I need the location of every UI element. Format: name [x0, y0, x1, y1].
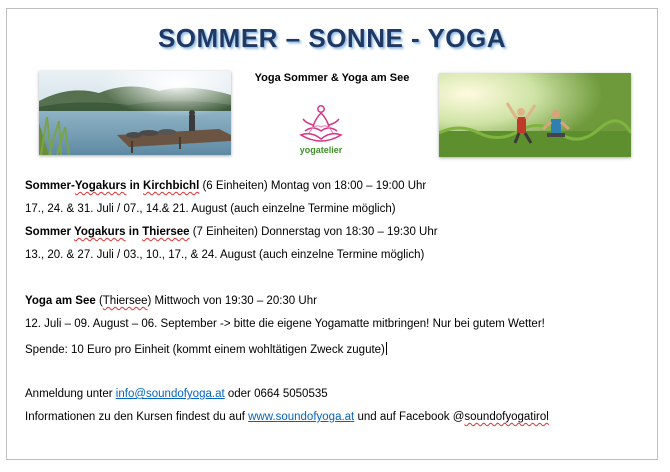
heading-part: in — [125, 226, 143, 238]
lotus-meditation-icon — [291, 101, 351, 145]
subtitle: Yoga Sommer & Yoga am See — [254, 72, 410, 84]
email-link[interactable]: info@soundofyoga.at — [115, 388, 225, 400]
info-text: Informationen zu den Kursen findest du auf — [25, 411, 249, 423]
yogatelier-logo — [291, 101, 351, 163]
heading-part: Yogakurs — [74, 226, 126, 238]
yoga-am-see-dates: 12. Juli – 09. August – 06. September -> bitte die eigene Yogamatte mitbringen! Nur bei gutem Wetter! — [25, 318, 545, 330]
course-thiersee-heading — [25, 226, 438, 238]
page-title: SOMMER – SONNE - YOGA — [157, 23, 507, 53]
donation-text: Spende: 10 Euro pro Einheit (kommt einem wohltätigen Zweck zugute) — [25, 344, 385, 356]
course-kirchbichl-dates: 17., 24. & 31. Juli / 07., 14.& 21. August (auch einzelne Termine möglich) — [25, 203, 396, 215]
info-links — [25, 411, 549, 423]
course-kirchbichl-heading — [25, 180, 426, 192]
heading-detail: (7 Einheiten) Donnerstag von 18:30 – 19:30 Uhr — [189, 226, 438, 238]
text-cursor — [386, 342, 387, 355]
heading-detail: ( — [95, 295, 103, 307]
heading-part: Thiersee — [142, 226, 190, 238]
heading-detail: Thiersee — [102, 295, 148, 307]
heading-detail: ) Mittwoch von 19:30 – 20:30 Uhr — [147, 295, 317, 307]
document-page — [6, 8, 658, 460]
meadow-yoga-photo — [439, 73, 631, 157]
donation-info — [25, 342, 387, 356]
heading-part: Yoga am See — [25, 295, 96, 307]
heading-part: Sommer — [25, 226, 75, 238]
yoga-am-see-heading — [25, 295, 317, 307]
course-thiersee-dates: 13., 20. & 27. Juli / 03., 10., 17., & 24. August (auch einzelne Termine möglich) — [25, 249, 425, 261]
website-link[interactable]: www.soundofyoga.at — [248, 411, 355, 423]
heading-detail: (6 Einheiten) Montag von 18:00 – 19:00 Uhr — [199, 180, 427, 192]
facebook-handle: soundofyogatirol — [464, 411, 549, 423]
registration-phone: oder 0664 5050535 — [224, 388, 328, 400]
lake-yoga-photo — [39, 71, 231, 155]
logo-text: yogatelier — [299, 145, 343, 155]
heading-part: in — [126, 180, 144, 192]
heading-part: Sommer- — [25, 180, 75, 192]
registration-text: Anmeldung unter — [25, 388, 116, 400]
info-text: und auf Facebook @ — [354, 411, 465, 423]
registration-info — [25, 388, 328, 400]
heading-part: Yogakurs — [74, 180, 127, 192]
heading-part: Kirchbichl — [143, 180, 200, 192]
